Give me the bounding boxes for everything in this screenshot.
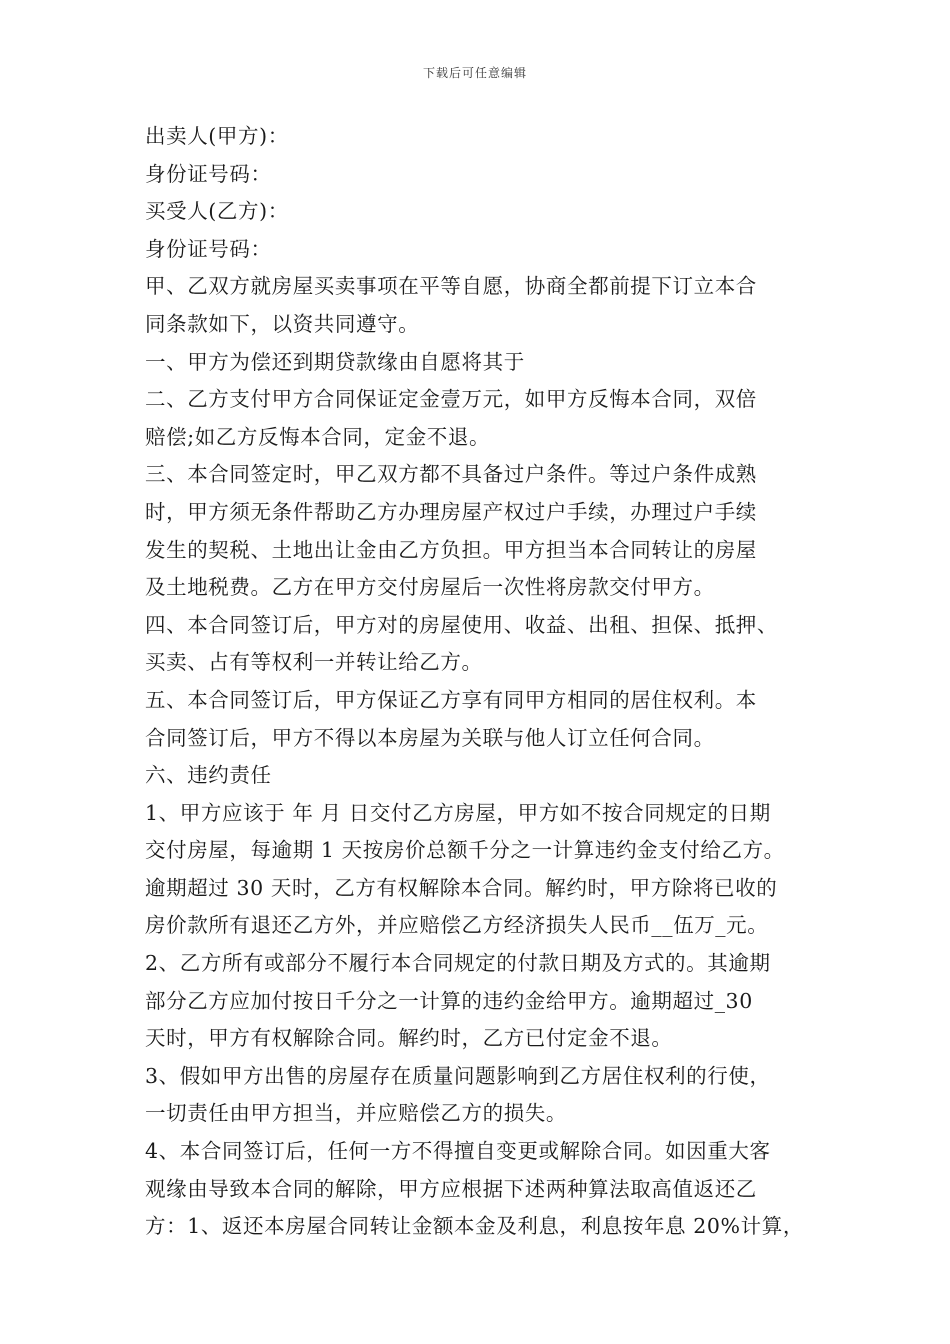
text-line: 二、乙方支付甲方合同保证定金壹万元，如甲方反悔本合同，双倍	[145, 387, 757, 412]
page-header: 下载后可任意编辑	[422, 66, 527, 80]
text-line: 逾期超过 30 天时，乙方有权解除本合同。解约时，甲方除将已收的	[145, 875, 778, 900]
text-line: 1、甲方应该于 年 月 日交付乙方房屋，甲方如不按合同规定的日期	[145, 800, 771, 825]
text-line: 甲、乙双方就房屋买卖事项在平等自愿，协商全都前提下订立本合	[145, 274, 757, 299]
text-line: 三、本合同签定时，甲乙双方都不具备过户条件。等过户条件成熟	[145, 462, 757, 487]
text-line: 五、本合同签订后，甲方保证乙方享有同甲方相同的居住权利。本	[145, 687, 757, 712]
text-line: 一切责任由甲方担当，并应赔偿乙方的损失。	[145, 1101, 567, 1126]
text-line: 赔偿;如乙方反悔本合同，定金不退。	[145, 424, 491, 449]
text-line: 3、假如甲方出售的房屋存在质量问题影响到乙方居住权利的行使，	[145, 1063, 771, 1088]
text-line: 六、违约责任	[145, 763, 272, 788]
text-line: 观缘由导致本合同的解除，甲方应根据下述两种算法取高值返还乙	[145, 1176, 757, 1201]
text-line: 2、乙方所有或部分不履行本合同规定的付款日期及方式的。其逾期	[145, 951, 771, 976]
text-line: 一、甲方为偿还到期贷款缘由自愿将其于	[145, 349, 525, 374]
text-line: 部分乙方应加付按日千分之一计算的违约金给甲方。逾期超过_30	[145, 988, 753, 1013]
text-line: 买卖、占有等权利一并转让给乙方。	[145, 650, 483, 675]
text-line: 发生的契税、土地出让金由乙方负担。甲方担当本合同转让的房屋	[145, 537, 757, 562]
text-line: 及土地税费。乙方在甲方交付房屋后一次性将房款交付甲方。	[145, 575, 715, 600]
text-line: 合同签订后，甲方不得以本房屋为关联与他人订立任何合同。	[145, 725, 715, 750]
text-line: 4、本合同签订后，任何一方不得擅自变更或解除合同。如因重大客	[145, 1139, 771, 1164]
text-line: 身份证号码：	[145, 161, 272, 186]
text-line: 同条款如下，以资共同遵守。	[145, 311, 420, 336]
text-line: 交付房屋，每逾期 1 天按房价总额千分之一计算违约金支付给乙方。	[145, 838, 785, 863]
text-line: 时，甲方须无条件帮助乙方办理房屋产权过户手续，办理过户手续	[145, 499, 757, 524]
text-line: 方：1、返还本房屋合同转让金额本金及利息，利息按年息 20%计算，	[145, 1214, 804, 1239]
text-line: 房价款所有退还乙方外，并应赔偿乙方经济损失人民币__伍万_元。	[145, 913, 769, 938]
text-line: 身份证号码：	[145, 236, 272, 261]
text-line: 四、本合同签订后，甲方对的房屋使用、收益、出租、担保、抵押、	[145, 612, 778, 637]
text-line: 买受人(乙方)：	[145, 199, 289, 224]
text-line: 出卖人(甲方)：	[145, 124, 289, 148]
text-line: 天时，甲方有权解除合同。解约时，乙方已付定金不退。	[145, 1026, 673, 1051]
contract-body	[145, 118, 835, 1246]
